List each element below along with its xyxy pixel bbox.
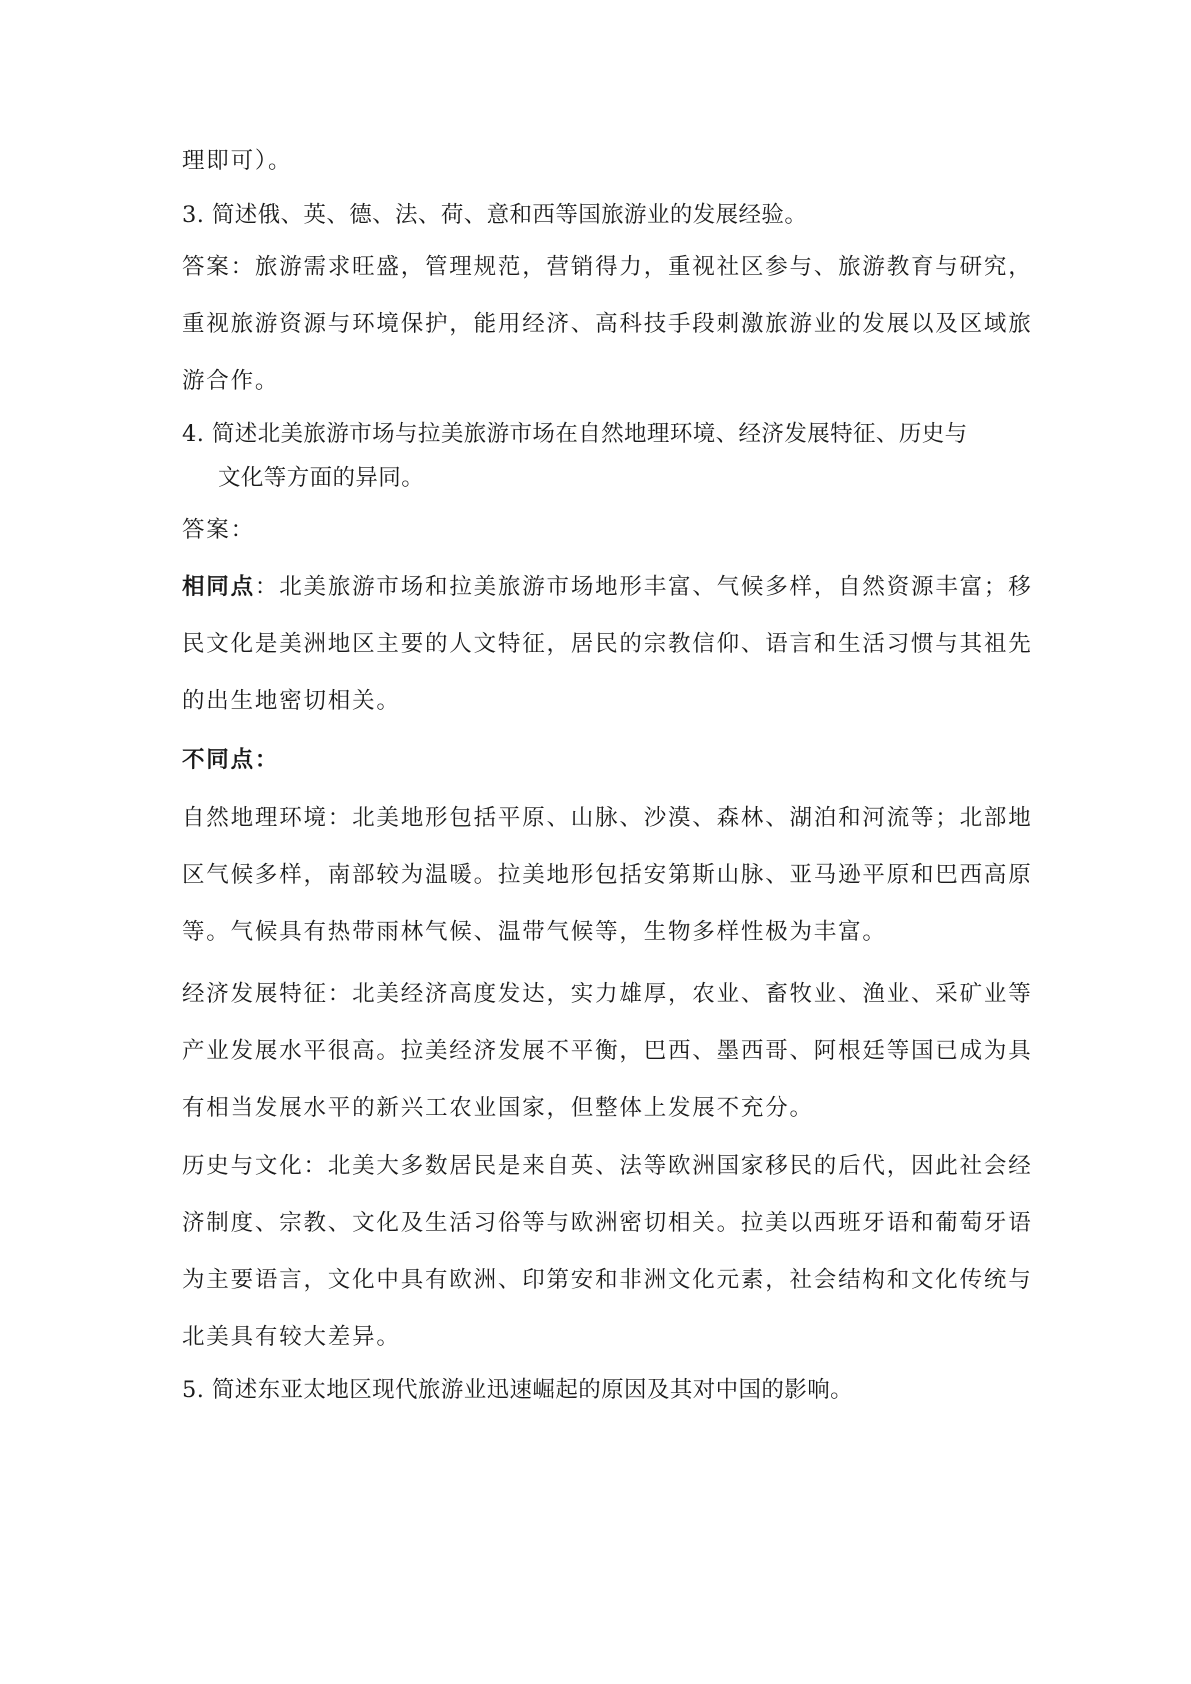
- answer-3-line-2: 重视旅游资源与环境保护，能用经济、高科技手段刺激旅游业的发展以及区域旅: [182, 311, 1033, 337]
- question-4-line-2: 文化等方面的异同。: [218, 465, 425, 491]
- geography-line-2: 区气候多样，南部较为温暖。拉美地形包括安第斯山脉、亚马逊平原和巴西高原: [182, 862, 1033, 888]
- same-points-colon: ：: [254, 574, 280, 600]
- text-line: 理即可）。: [182, 148, 293, 174]
- different-points-heading: 不同点：: [182, 747, 280, 773]
- same-points-text: 北美旅游市场和拉美旅游市场地形丰富、气候多样，自然资源丰富；移: [279, 574, 1033, 600]
- history-line-1: 历史与文化：北美大多数居民是来自英、法等欧洲国家移民的后代，因此社会经: [182, 1153, 1033, 1179]
- geography-line-3: 等。气候具有热带雨林气候、温带气候等，生物多样性极为丰富。: [182, 919, 887, 945]
- question-4-line-1: 4. 简述北美旅游市场与拉美旅游市场在自然地理环境、经济发展特征、历史与: [182, 421, 968, 447]
- history-line-2: 济制度、宗教、文化及生活习俗等与欧洲密切相关。拉美以西班牙语和葡萄牙语: [182, 1210, 1033, 1236]
- question-5: 5. 简述东亚太地区现代旅游业迅速崛起的原因及其对中国的影响。: [182, 1377, 854, 1403]
- same-points-line-2: 民文化是美洲地区主要的人文特征，居民的宗教信仰、语言和生活习惯与其祖先: [182, 631, 1033, 657]
- same-points-heading: 相同点: [182, 574, 255, 600]
- geography-line-1: 自然地理环境：北美地形包括平原、山脉、沙漠、森林、湖泊和河流等；北部地: [182, 805, 1033, 831]
- economy-line-3: 有相当发展水平的新兴工农业国家，但整体上发展不充分。: [182, 1095, 814, 1121]
- answer-3-line-1: 答案：旅游需求旺盛，管理规范，营销得力，重视社区参与、旅游教育与研究，: [182, 254, 1033, 280]
- same-points-line-1: [182, 572, 1033, 602]
- answer-4-label: 答案：: [182, 517, 255, 543]
- economy-line-2: 产业发展水平很高。拉美经济发展不平衡，巴西、墨西哥、阿根廷等国已成为具: [182, 1038, 1033, 1064]
- economy-line-1: 经济发展特征：北美经济高度发达，实力雄厚，农业、畜牧业、渔业、采矿业等: [182, 981, 1033, 1007]
- same-points-line-3: 的出生地密切相关。: [182, 688, 401, 714]
- history-line-3: 为主要语言，文化中具有欧洲、印第安和非洲文化元素，社会结构和文化传统与: [182, 1267, 1033, 1293]
- history-line-4: 北美具有较大差异。: [182, 1324, 401, 1350]
- answer-3-line-3: 游合作。: [182, 368, 280, 394]
- question-3: 3. 简述俄、英、德、法、荷、意和西等国旅游业的发展经验。: [182, 202, 808, 228]
